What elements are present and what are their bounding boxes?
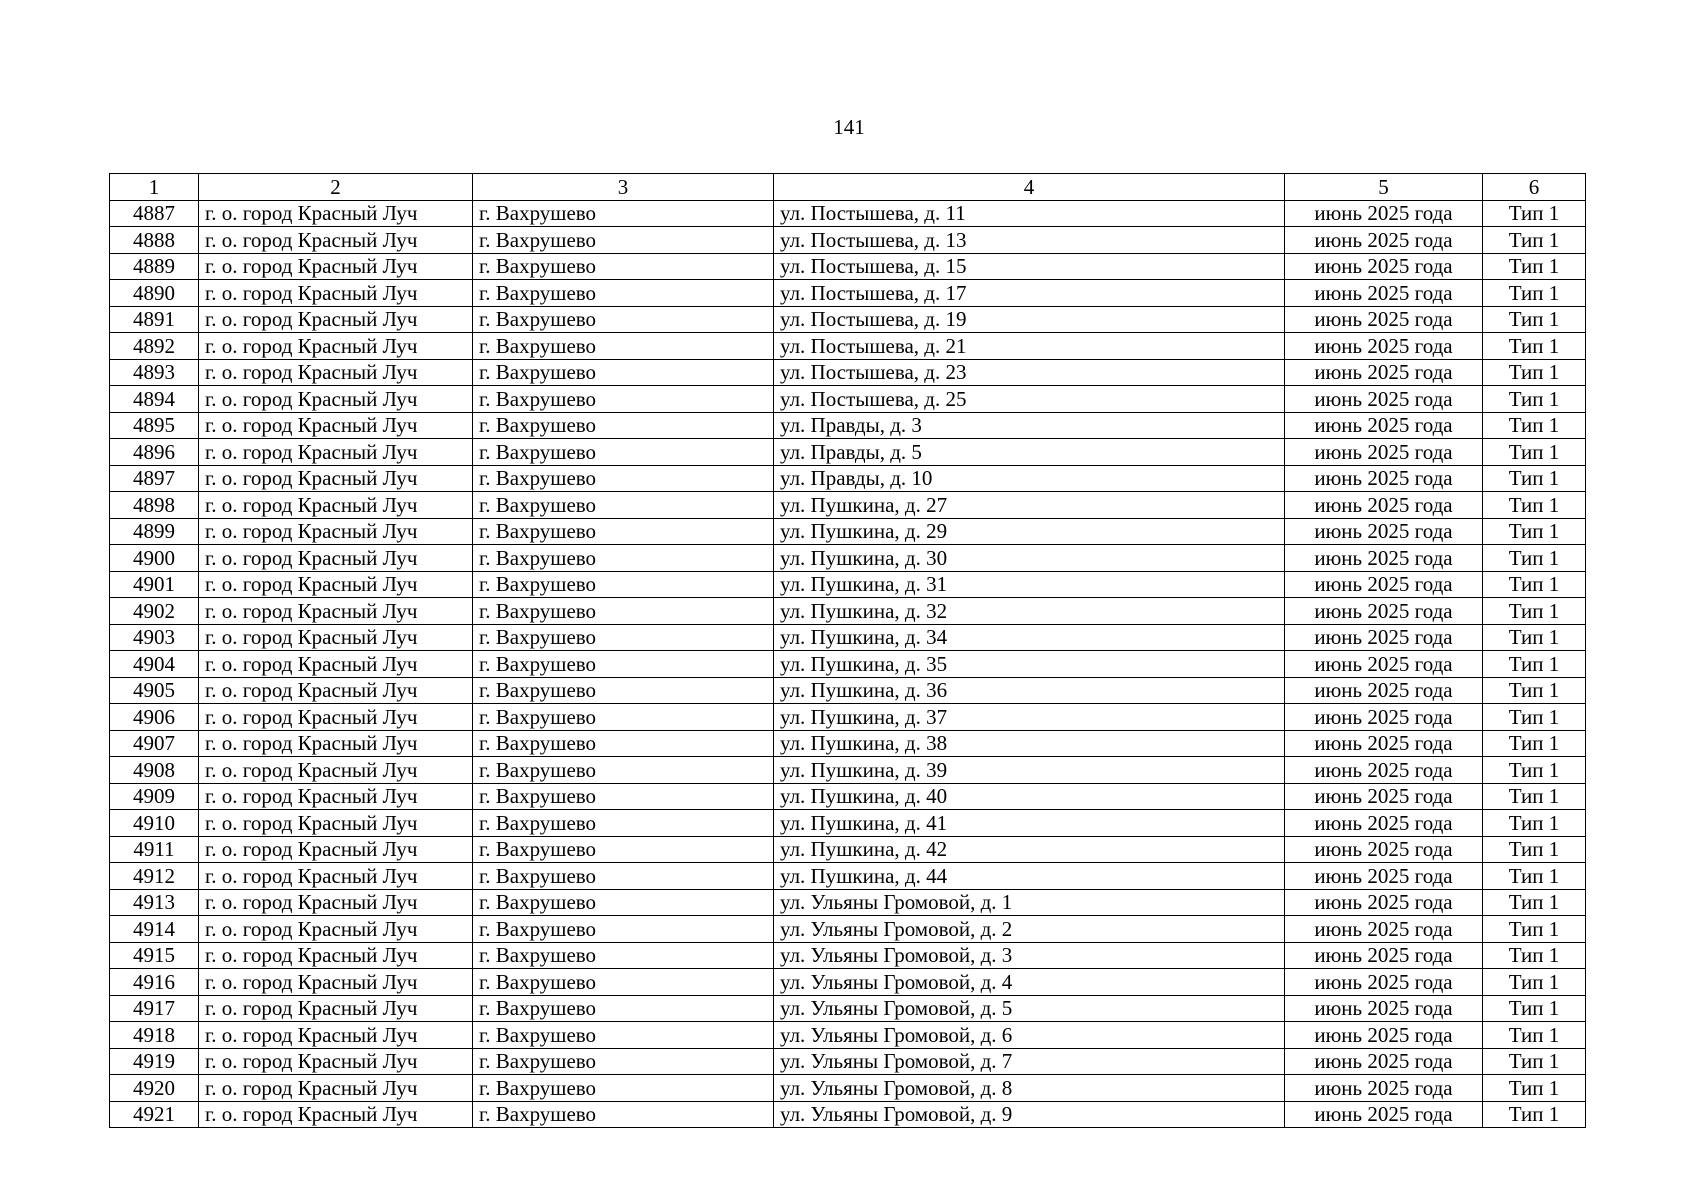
district-cell: г. о. город Красный Луч (199, 359, 473, 386)
address-cell: ул. Пушкина, д. 31 (774, 571, 1285, 598)
date-cell: июнь 2025 года (1285, 757, 1483, 784)
town-cell: г. Вахрушево (473, 836, 774, 863)
town-cell: г. Вахрушево (473, 545, 774, 572)
town-cell: г. Вахрушево (473, 439, 774, 466)
type-cell: Тип 1 (1483, 783, 1586, 810)
date-cell: июнь 2025 года (1285, 969, 1483, 996)
town-cell: г. Вахрушево (473, 969, 774, 996)
address-cell: ул. Пушкина, д. 40 (774, 783, 1285, 810)
district-cell: г. о. город Красный Луч (199, 571, 473, 598)
district-cell: г. о. город Красный Луч (199, 439, 473, 466)
table-row (110, 571, 1586, 598)
table-row (110, 280, 1586, 307)
address-cell: ул. Ульяны Громовой, д. 2 (774, 916, 1285, 943)
table-row (110, 1075, 1586, 1102)
type-cell: Тип 1 (1483, 757, 1586, 784)
type-cell: Тип 1 (1483, 1048, 1586, 1075)
type-cell: Тип 1 (1483, 836, 1586, 863)
date-cell: июнь 2025 года (1285, 386, 1483, 413)
date-cell: июнь 2025 года (1285, 412, 1483, 439)
row-number-cell: 4909 (110, 783, 199, 810)
date-cell: июнь 2025 года (1285, 783, 1483, 810)
table-row (110, 995, 1586, 1022)
table-row (110, 1101, 1586, 1128)
district-cell: г. о. город Красный Луч (199, 651, 473, 678)
row-number-cell: 4906 (110, 704, 199, 731)
town-cell: г. Вахрушево (473, 492, 774, 519)
town-cell: г. Вахрушево (473, 624, 774, 651)
district-cell: г. о. город Красный Луч (199, 253, 473, 280)
district-cell: г. о. город Красный Луч (199, 1048, 473, 1075)
column-header: 6 (1483, 174, 1586, 201)
row-number-cell: 4912 (110, 863, 199, 890)
type-cell: Тип 1 (1483, 253, 1586, 280)
table-row (110, 704, 1586, 731)
row-number-cell: 4914 (110, 916, 199, 943)
date-cell: июнь 2025 года (1285, 889, 1483, 916)
town-cell: г. Вахрушево (473, 386, 774, 413)
district-cell: г. о. город Красный Луч (199, 386, 473, 413)
district-cell: г. о. город Красный Луч (199, 942, 473, 969)
town-cell: г. Вахрушево (473, 333, 774, 360)
row-number-cell: 4916 (110, 969, 199, 996)
district-cell: г. о. город Красный Луч (199, 200, 473, 227)
type-cell: Тип 1 (1483, 1101, 1586, 1128)
town-cell: г. Вахрушево (473, 412, 774, 439)
row-number-cell: 4900 (110, 545, 199, 572)
town-cell: г. Вахрушево (473, 651, 774, 678)
date-cell: июнь 2025 года (1285, 518, 1483, 545)
town-cell: г. Вахрушево (473, 783, 774, 810)
date-cell: июнь 2025 года (1285, 227, 1483, 254)
district-cell: г. о. город Красный Луч (199, 916, 473, 943)
type-cell: Тип 1 (1483, 359, 1586, 386)
table-row (110, 518, 1586, 545)
district-cell: г. о. город Красный Луч (199, 783, 473, 810)
address-cell: ул. Пушкина, д. 41 (774, 810, 1285, 837)
table-row (110, 359, 1586, 386)
table-row (110, 969, 1586, 996)
row-number-cell: 4891 (110, 306, 199, 333)
date-cell: июнь 2025 года (1285, 730, 1483, 757)
column-header: 4 (774, 174, 1285, 201)
address-cell: ул. Пушкина, д. 42 (774, 836, 1285, 863)
type-cell: Тип 1 (1483, 916, 1586, 943)
type-cell: Тип 1 (1483, 730, 1586, 757)
table-row (110, 386, 1586, 413)
town-cell: г. Вахрушево (473, 571, 774, 598)
town-cell: г. Вахрушево (473, 280, 774, 307)
row-number-cell: 4911 (110, 836, 199, 863)
address-cell: ул. Пушкина, д. 34 (774, 624, 1285, 651)
town-cell: г. Вахрушево (473, 359, 774, 386)
row-number-cell: 4921 (110, 1101, 199, 1128)
address-cell: ул. Постышева, д. 25 (774, 386, 1285, 413)
table-row (110, 598, 1586, 625)
date-cell: июнь 2025 года (1285, 280, 1483, 307)
type-cell: Тип 1 (1483, 624, 1586, 651)
date-cell: июнь 2025 года (1285, 359, 1483, 386)
row-number-cell: 4905 (110, 677, 199, 704)
row-number-cell: 4887 (110, 200, 199, 227)
address-cell: ул. Пушкина, д. 27 (774, 492, 1285, 519)
column-header: 2 (199, 174, 473, 201)
type-cell: Тип 1 (1483, 969, 1586, 996)
address-cell: ул. Пушкина, д. 36 (774, 677, 1285, 704)
district-cell: г. о. город Красный Луч (199, 730, 473, 757)
type-cell: Тип 1 (1483, 651, 1586, 678)
address-cell: ул. Пушкина, д. 44 (774, 863, 1285, 890)
address-cell: ул. Ульяны Громовой, д. 3 (774, 942, 1285, 969)
type-cell: Тип 1 (1483, 598, 1586, 625)
district-cell: г. о. город Красный Луч (199, 836, 473, 863)
schedule-table (109, 173, 1586, 1128)
district-cell: г. о. город Красный Луч (199, 333, 473, 360)
row-number-cell: 4915 (110, 942, 199, 969)
page-number: 141 (833, 115, 865, 139)
date-cell: июнь 2025 года (1285, 1022, 1483, 1049)
address-cell: ул. Пушкина, д. 35 (774, 651, 1285, 678)
date-cell: июнь 2025 года (1285, 1048, 1483, 1075)
district-cell: г. о. город Красный Луч (199, 863, 473, 890)
address-cell: ул. Ульяны Громовой, д. 9 (774, 1101, 1285, 1128)
table-row (110, 783, 1586, 810)
type-cell: Тип 1 (1483, 386, 1586, 413)
town-cell: г. Вахрушево (473, 1075, 774, 1102)
row-number-cell: 4888 (110, 227, 199, 254)
type-cell: Тип 1 (1483, 677, 1586, 704)
row-number-cell: 4892 (110, 333, 199, 360)
town-cell: г. Вахрушево (473, 1101, 774, 1128)
address-cell: ул. Ульяны Громовой, д. 1 (774, 889, 1285, 916)
row-number-cell: 4919 (110, 1048, 199, 1075)
table-row (110, 624, 1586, 651)
address-cell: ул. Правды, д. 3 (774, 412, 1285, 439)
district-cell: г. о. город Красный Луч (199, 889, 473, 916)
row-number-cell: 4917 (110, 995, 199, 1022)
column-header: 3 (473, 174, 774, 201)
district-cell: г. о. город Красный Луч (199, 306, 473, 333)
table-row (110, 1048, 1586, 1075)
type-cell: Тип 1 (1483, 439, 1586, 466)
district-cell: г. о. город Красный Луч (199, 969, 473, 996)
table-row (110, 545, 1586, 572)
address-cell: ул. Постышева, д. 17 (774, 280, 1285, 307)
address-cell: ул. Правды, д. 5 (774, 439, 1285, 466)
row-number-cell: 4902 (110, 598, 199, 625)
row-number-cell: 4903 (110, 624, 199, 651)
row-number-cell: 4913 (110, 889, 199, 916)
table-row (110, 492, 1586, 519)
address-cell: ул. Пушкина, д. 32 (774, 598, 1285, 625)
table-row (110, 227, 1586, 254)
row-number-cell: 4918 (110, 1022, 199, 1049)
district-cell: г. о. город Красный Луч (199, 227, 473, 254)
table-row (110, 730, 1586, 757)
table-row (110, 1022, 1586, 1049)
address-cell: ул. Пушкина, д. 37 (774, 704, 1285, 731)
table-row (110, 916, 1586, 943)
table-row (110, 465, 1586, 492)
town-cell: г. Вахрушево (473, 1022, 774, 1049)
address-cell: ул. Ульяны Громовой, д. 6 (774, 1022, 1285, 1049)
table-row (110, 412, 1586, 439)
date-cell: июнь 2025 года (1285, 995, 1483, 1022)
table-row (110, 810, 1586, 837)
town-cell: г. Вахрушево (473, 889, 774, 916)
town-cell: г. Вахрушево (473, 227, 774, 254)
table-row (110, 333, 1586, 360)
district-cell: г. о. город Красный Луч (199, 1075, 473, 1102)
date-cell: июнь 2025 года (1285, 677, 1483, 704)
district-cell: г. о. город Красный Луч (199, 598, 473, 625)
table-row (110, 889, 1586, 916)
type-cell: Тип 1 (1483, 492, 1586, 519)
row-number-cell: 4904 (110, 651, 199, 678)
table-row (110, 439, 1586, 466)
date-cell: июнь 2025 года (1285, 863, 1483, 890)
row-number-cell: 4889 (110, 253, 199, 280)
date-cell: июнь 2025 года (1285, 200, 1483, 227)
date-cell: июнь 2025 года (1285, 439, 1483, 466)
date-cell: июнь 2025 года (1285, 942, 1483, 969)
district-cell: г. о. город Красный Луч (199, 518, 473, 545)
row-number-cell: 4897 (110, 465, 199, 492)
district-cell: г. о. город Красный Луч (199, 677, 473, 704)
address-cell: ул. Постышева, д. 23 (774, 359, 1285, 386)
address-cell: ул. Ульяны Громовой, д. 8 (774, 1075, 1285, 1102)
date-cell: июнь 2025 года (1285, 545, 1483, 572)
type-cell: Тип 1 (1483, 571, 1586, 598)
date-cell: июнь 2025 года (1285, 836, 1483, 863)
table-header-row (110, 174, 1586, 201)
type-cell: Тип 1 (1483, 863, 1586, 890)
type-cell: Тип 1 (1483, 518, 1586, 545)
date-cell: июнь 2025 года (1285, 810, 1483, 837)
date-cell: июнь 2025 года (1285, 916, 1483, 943)
town-cell: г. Вахрушево (473, 253, 774, 280)
table-row (110, 306, 1586, 333)
town-cell: г. Вахрушево (473, 730, 774, 757)
district-cell: г. о. город Красный Луч (199, 624, 473, 651)
date-cell: июнь 2025 года (1285, 1075, 1483, 1102)
type-cell: Тип 1 (1483, 889, 1586, 916)
district-cell: г. о. город Красный Луч (199, 280, 473, 307)
town-cell: г. Вахрушево (473, 306, 774, 333)
address-cell: ул. Пушкина, д. 39 (774, 757, 1285, 784)
district-cell: г. о. город Красный Луч (199, 412, 473, 439)
date-cell: июнь 2025 года (1285, 492, 1483, 519)
district-cell: г. о. город Красный Луч (199, 757, 473, 784)
table-row (110, 757, 1586, 784)
district-cell: г. о. город Красный Луч (199, 1101, 473, 1128)
table-row (110, 677, 1586, 704)
column-header: 5 (1285, 174, 1483, 201)
address-cell: ул. Постышева, д. 19 (774, 306, 1285, 333)
address-cell: ул. Пушкина, д. 29 (774, 518, 1285, 545)
date-cell: июнь 2025 года (1285, 253, 1483, 280)
row-number-cell: 4890 (110, 280, 199, 307)
date-cell: июнь 2025 года (1285, 571, 1483, 598)
row-number-cell: 4894 (110, 386, 199, 413)
type-cell: Тип 1 (1483, 1075, 1586, 1102)
row-number-cell: 4908 (110, 757, 199, 784)
type-cell: Тип 1 (1483, 306, 1586, 333)
town-cell: г. Вахрушево (473, 810, 774, 837)
row-number-cell: 4910 (110, 810, 199, 837)
address-cell: ул. Ульяны Громовой, д. 7 (774, 1048, 1285, 1075)
town-cell: г. Вахрушево (473, 200, 774, 227)
address-cell: ул. Пушкина, д. 38 (774, 730, 1285, 757)
table-row (110, 863, 1586, 890)
type-cell: Тип 1 (1483, 333, 1586, 360)
town-cell: г. Вахрушево (473, 677, 774, 704)
table-row (110, 200, 1586, 227)
row-number-cell: 4896 (110, 439, 199, 466)
row-number-cell: 4895 (110, 412, 199, 439)
address-cell: ул. Постышева, д. 11 (774, 200, 1285, 227)
town-cell: г. Вахрушево (473, 942, 774, 969)
type-cell: Тип 1 (1483, 704, 1586, 731)
table-row (110, 253, 1586, 280)
date-cell: июнь 2025 года (1285, 333, 1483, 360)
address-cell: ул. Постышева, д. 21 (774, 333, 1285, 360)
address-cell: ул. Постышева, д. 13 (774, 227, 1285, 254)
address-cell: ул. Пушкина, д. 30 (774, 545, 1285, 572)
district-cell: г. о. город Красный Луч (199, 995, 473, 1022)
district-cell: г. о. город Красный Луч (199, 810, 473, 837)
town-cell: г. Вахрушево (473, 518, 774, 545)
table-row (110, 942, 1586, 969)
date-cell: июнь 2025 года (1285, 651, 1483, 678)
row-number-cell: 4907 (110, 730, 199, 757)
type-cell: Тип 1 (1483, 465, 1586, 492)
column-header: 1 (110, 174, 199, 201)
town-cell: г. Вахрушево (473, 598, 774, 625)
address-cell: ул. Ульяны Громовой, д. 5 (774, 995, 1285, 1022)
type-cell: Тип 1 (1483, 810, 1586, 837)
district-cell: г. о. город Красный Луч (199, 465, 473, 492)
town-cell: г. Вахрушево (473, 1048, 774, 1075)
table-row (110, 836, 1586, 863)
type-cell: Тип 1 (1483, 995, 1586, 1022)
town-cell: г. Вахрушево (473, 465, 774, 492)
date-cell: июнь 2025 года (1285, 1101, 1483, 1128)
date-cell: июнь 2025 года (1285, 704, 1483, 731)
type-cell: Тип 1 (1483, 1022, 1586, 1049)
address-cell: ул. Ульяны Громовой, д. 4 (774, 969, 1285, 996)
date-cell: июнь 2025 года (1285, 598, 1483, 625)
town-cell: г. Вахрушево (473, 704, 774, 731)
type-cell: Тип 1 (1483, 412, 1586, 439)
date-cell: июнь 2025 года (1285, 306, 1483, 333)
row-number-cell: 4893 (110, 359, 199, 386)
district-cell: г. о. город Красный Луч (199, 1022, 473, 1049)
address-cell: ул. Постышева, д. 15 (774, 253, 1285, 280)
date-cell: июнь 2025 года (1285, 624, 1483, 651)
type-cell: Тип 1 (1483, 280, 1586, 307)
town-cell: г. Вахрушево (473, 916, 774, 943)
table-row (110, 651, 1586, 678)
type-cell: Тип 1 (1483, 200, 1586, 227)
type-cell: Тип 1 (1483, 545, 1586, 572)
row-number-cell: 4901 (110, 571, 199, 598)
district-cell: г. о. город Красный Луч (199, 492, 473, 519)
address-cell: ул. Правды, д. 10 (774, 465, 1285, 492)
type-cell: Тип 1 (1483, 227, 1586, 254)
town-cell: г. Вахрушево (473, 757, 774, 784)
district-cell: г. о. город Красный Луч (199, 704, 473, 731)
row-number-cell: 4920 (110, 1075, 199, 1102)
district-cell: г. о. город Красный Луч (199, 545, 473, 572)
type-cell: Тип 1 (1483, 942, 1586, 969)
table-body (110, 200, 1586, 1128)
row-number-cell: 4898 (110, 492, 199, 519)
town-cell: г. Вахрушево (473, 863, 774, 890)
town-cell: г. Вахрушево (473, 995, 774, 1022)
date-cell: июнь 2025 года (1285, 465, 1483, 492)
row-number-cell: 4899 (110, 518, 199, 545)
